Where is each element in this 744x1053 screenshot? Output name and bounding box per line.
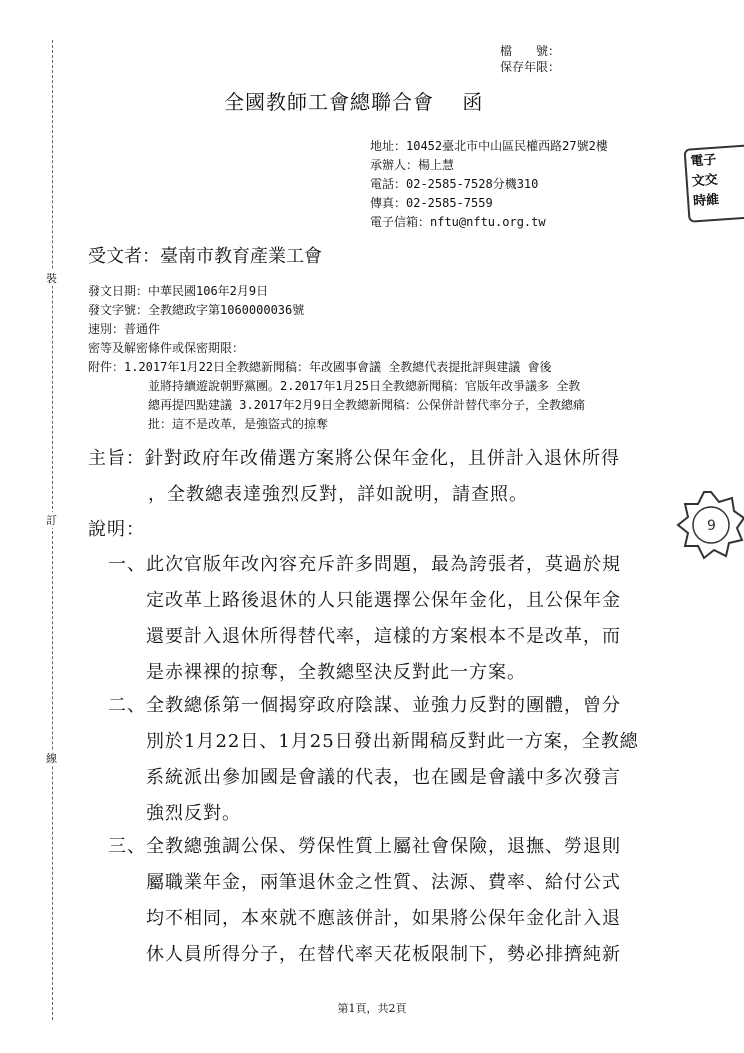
contact-phone: 電話：02-2585-7528分機310	[370, 177, 539, 191]
seal-number: 9	[707, 518, 716, 534]
contact-fax: 傳真：02-2585-7559	[370, 196, 493, 210]
stamp-line: 文交	[691, 172, 719, 190]
binding-margin-line	[52, 40, 53, 1020]
recipient: 受文者：臺南市教育產業工會	[88, 246, 322, 267]
item-line: 強烈反對。	[146, 803, 241, 824]
issue-number: 發文字號：全教總政字第1060000036號	[88, 303, 305, 317]
subject-line: ，全教總表達強烈反對，詳如說明，請查照。	[148, 484, 528, 505]
attachment-line: 並將持續遊說朝野黨團。2.2017年1月25日全教總新聞稿：官版年改爭議多 全教	[148, 379, 581, 393]
seal-icon	[676, 490, 744, 560]
item-line: 定改革上路後退休的人只能選擇公保年金化，且公保年金	[146, 590, 621, 611]
item-line: 均不相同，本來就不應該併計，如果將公保年金化計入退	[146, 908, 621, 929]
item-line: 是赤裸裸的掠奪，全教總堅決反對此一方案。	[146, 662, 526, 683]
item-line: 屬職業年金，兩筆退休金之性質、法源、費率、給付公式	[146, 872, 621, 893]
item-line: 全教總係第一個揭穿政府陰謀、並強力反對的團體，曾分	[146, 695, 621, 716]
item-line: 系統派出參加國是會議的代表，也在國是會議中多次發言	[146, 767, 621, 788]
contact-person: 承辦人：楊上慧	[370, 158, 455, 172]
item-line: 此次官版年改內容充斥許多問題，最為誇張者，莫過於規	[146, 554, 621, 575]
contact-address: 地址：10452臺北市中山區民權西路27號2樓	[370, 139, 608, 153]
issue-date: 發文日期：中華民國106年2月9日	[88, 284, 269, 298]
attachment-line: 附件：1.2017年1月22日全教總新聞稿：年改國事會議 全教總代表提批評與建議 會後	[88, 360, 552, 374]
item-line: 全教總強調公保、勞保性質上屬社會保險，退撫、勞退則	[146, 836, 621, 857]
explanation-label: 說明：	[88, 519, 145, 540]
subject-line: 主旨：針對政府年改備選方案將公保年金化，且併計入退休所得	[88, 448, 620, 469]
attachment-line: 批：這不是改革，是強盜式的掠奪	[148, 417, 329, 431]
contact-email: 電子信箱：nftu@nftu.org.tw	[370, 215, 546, 229]
item-number: 二、	[108, 695, 146, 716]
retention-period-label: 保存年限：	[500, 60, 561, 74]
margin-mark-line: 線	[46, 752, 57, 765]
item-line: 別於1月22日、1月25日發出新聞稿反對此一方案，全教總	[146, 731, 639, 752]
item-number: 一、	[108, 554, 146, 575]
margin-mark-staple: 訂	[46, 514, 57, 527]
item-number: 三、	[108, 836, 146, 857]
item-line: 休人員所得分子，在替代率天花板限制下，勢必排擠純新	[146, 944, 621, 965]
document-title: 全國教師工會總聯合會 函	[224, 90, 484, 114]
margin-mark-bind: 裝	[46, 272, 57, 285]
electronic-exchange-stamp	[684, 143, 744, 223]
attachment-line: 總再提四點建議 3.2017年2月9日全教總新聞稿：公保併計替代率分子，全教總痛	[148, 398, 586, 412]
file-number-label: 檔 號：	[500, 44, 561, 58]
stamp-line: 時維	[692, 192, 720, 210]
page-footer: 第1頁，共2頁	[337, 1002, 407, 1015]
secrecy-level: 密等及解密條件或保密期限：	[88, 341, 245, 355]
item-line: 還要計入退休所得替代率，這樣的方案根本不是改革，而	[146, 626, 621, 647]
stamp-line: 電子	[689, 152, 717, 170]
speed-class: 速別：普通件	[88, 322, 161, 336]
